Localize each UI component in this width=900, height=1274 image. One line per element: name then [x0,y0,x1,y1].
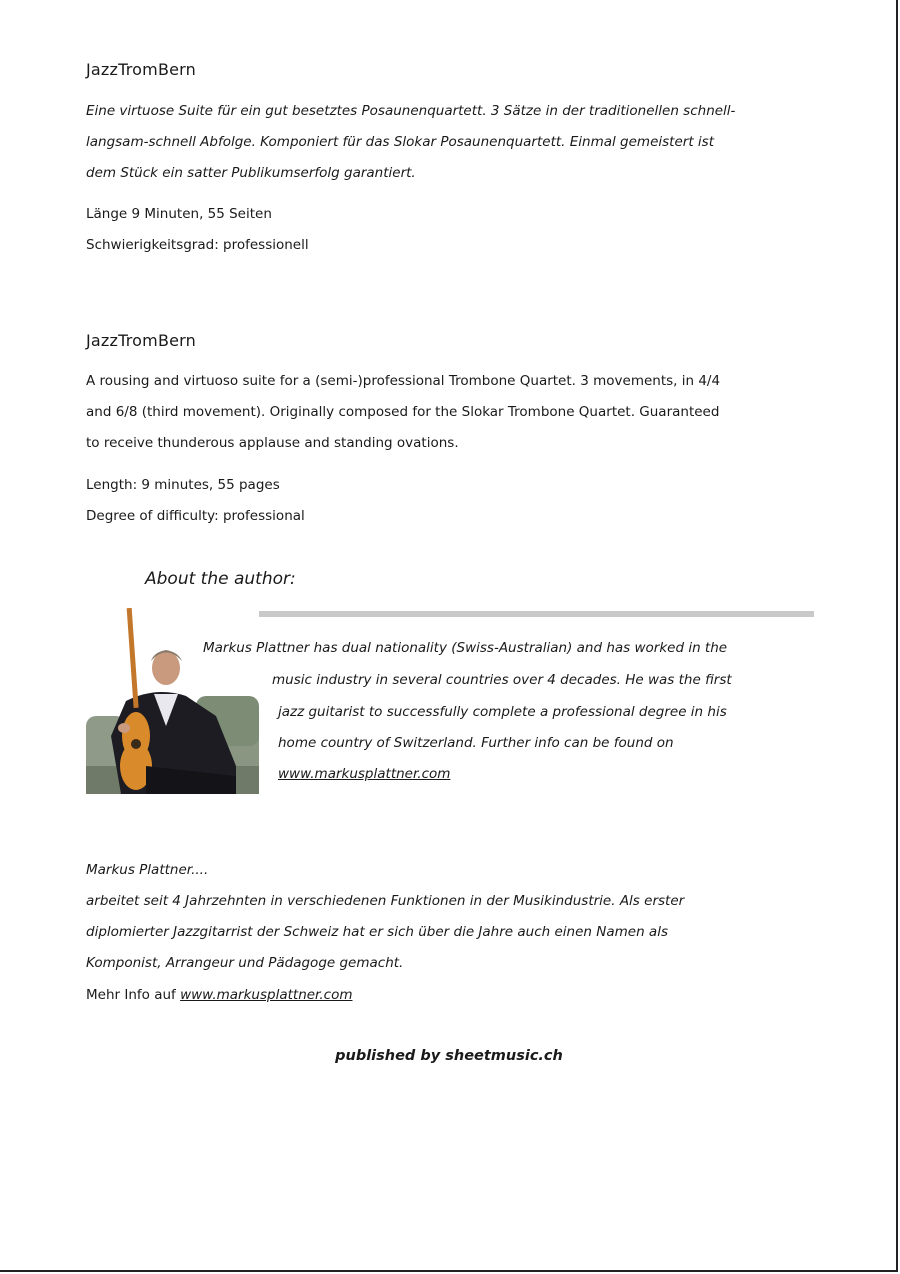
german-title: JazzTromBern [86,60,197,79]
author-website-link[interactable]: www.markusplattner.com [278,766,451,782]
german-bio-line-2: diplomierter Jazzgitarrist der Schweiz hat er sich über die Jahre auch einen Namen als [86,924,668,940]
german-difficulty: Schwierigkeitsgrad: professionell [86,237,309,253]
english-desc-line-2: and 6/8 (third movement). Originally composed for the Slokar Trombone Quartet. Guaranteed [86,404,720,420]
german-bio-line-1: arbeitet seit 4 Jahrzehnten in verschiedenen Funktionen in der Musikindustrie. Als erster [86,893,685,909]
german-desc-line-1: Eine virtuose Suite für ein gut besetztes Posaunenquartett. 3 Sätze in der traditionellen schnell- [86,103,736,119]
english-difficulty: Degree of difficulty: professional [86,508,305,524]
german-more-info [86,980,353,1011]
author-bio-line-1: Markus Plattner has dual nationality (Swiss-Australian) and has worked in the [203,640,728,656]
german-website-link[interactable]: www.markusplattner.com [180,987,353,1003]
german-length: Länge 9 Minuten, 55 Seiten [86,206,272,222]
english-title: JazzTromBern [86,331,197,350]
author-bio-line-2: music industry in several countries over 4 decades. He was the first [272,672,732,688]
german-desc-line-3: dem Stück ein satter Publikumserfolg garantiert. [86,165,416,181]
english-length: Length: 9 minutes, 55 pages [86,477,280,493]
english-desc-line-3: to receive thunderous applause and standing ovations. [86,435,459,451]
german-bio-name: Markus Plattner.... [86,862,209,878]
english-desc-line-1: A rousing and virtuoso suite for a (semi-)professional Trombone Quartet. 3 movements, in 4/4 [86,373,721,389]
about-author-heading: About the author: [145,569,296,589]
published-by: published by sheetmusic.ch [335,1048,563,1064]
more-info-prefix: Mehr Info auf [86,987,181,1003]
author-bio-line-3: jazz guitarist to successfully complete a professional degree in his [278,704,727,720]
author-bio-line-4: home country of Switzerland. Further info can be found on [278,735,674,751]
german-bio-line-3: Komponist, Arrangeur und Pädagoge gemacht. [86,955,404,971]
german-desc-line-2: langsam-schnell Abfolge. Komponiert für das Slokar Posaunenquartett. Einmal gemeistert ist [86,134,714,150]
